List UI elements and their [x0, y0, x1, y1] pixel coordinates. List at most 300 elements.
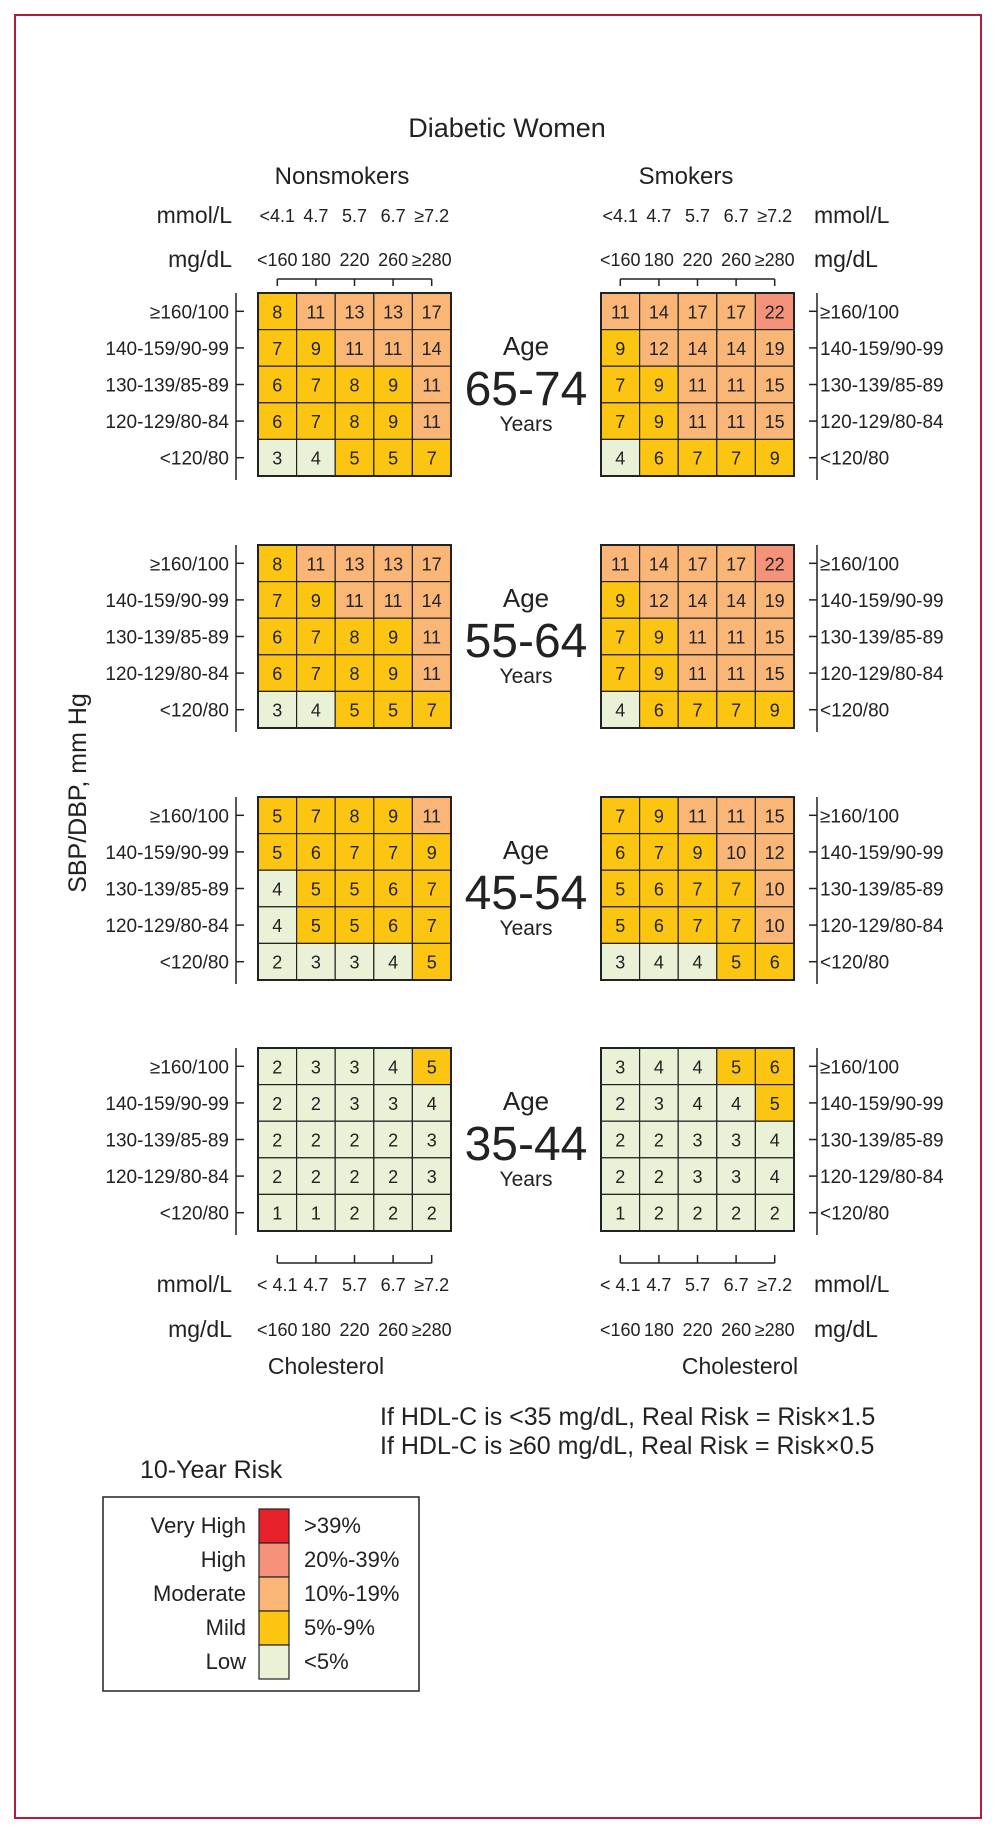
- bp-label-right: 140-159/90-99: [820, 338, 944, 360]
- bottom-mmol-tick-smokers: 5.7: [684, 1275, 711, 1295]
- bottom-mgdl-unit-right: mg/dL: [814, 1316, 878, 1342]
- risk-cell-value-smokers: 2: [653, 1167, 664, 1188]
- risk-cell-value-nonsmokers: 1: [310, 1203, 321, 1224]
- risk-cell-value-nonsmokers: 6: [388, 916, 399, 937]
- risk-cell-value-nonsmokers: 2: [272, 1093, 283, 1114]
- bottom-mmol-tick-smokers: 4.7: [646, 1275, 672, 1295]
- top-mmol-tick-nonsmokers: 4.7: [303, 206, 329, 226]
- bottom-mmol-tick-nonsmokers: 6.7: [380, 1275, 406, 1295]
- risk-cell-value-smokers: 4: [731, 1093, 742, 1114]
- risk-cell-value-smokers: 2: [769, 1203, 780, 1224]
- risk-cell-value-smokers: 17: [687, 302, 708, 323]
- risk-cell-value-smokers: 7: [615, 627, 626, 648]
- top-mgdl-tick-nonsmokers: 220: [339, 250, 370, 270]
- bp-label-right: 120-129/80-84: [820, 1167, 944, 1189]
- bp-label-right: <120/80: [820, 448, 890, 470]
- risk-cell-value-smokers: 10: [726, 842, 747, 863]
- legend-swatch: [259, 1577, 289, 1611]
- risk-cell-value-nonsmokers: 2: [388, 1167, 399, 1188]
- bp-label-right: 120-129/80-84: [820, 916, 944, 938]
- risk-cell-value-nonsmokers: 9: [426, 842, 437, 863]
- bp-label-right: ≥160/100: [820, 1057, 900, 1079]
- risk-cell-value-smokers: 9: [615, 338, 626, 359]
- risk-cell-value-nonsmokers: 3: [388, 1093, 399, 1114]
- risk-cell-value-smokers: 7: [692, 700, 703, 721]
- risk-cell-value-nonsmokers: 2: [272, 1167, 283, 1188]
- risk-cell-value-smokers: 19: [764, 590, 785, 611]
- top-mgdl-tick-nonsmokers: 260: [378, 250, 409, 270]
- risk-cell-value-smokers: 11: [610, 302, 630, 323]
- risk-cell-value-smokers: 1: [615, 1203, 626, 1224]
- risk-cell-value-smokers: 9: [615, 590, 626, 611]
- bp-label-right: 140-159/90-99: [820, 1093, 944, 1115]
- risk-cell-value-nonsmokers: 7: [426, 700, 437, 721]
- risk-cell-value-nonsmokers: 11: [422, 627, 442, 648]
- risk-cell-value-nonsmokers: 5: [272, 842, 283, 863]
- risk-cell-value-smokers: 4: [615, 448, 626, 469]
- risk-cell-value-nonsmokers: 11: [422, 664, 442, 685]
- risk-cell-value-nonsmokers: 5: [349, 700, 360, 721]
- risk-cell-value-nonsmokers: 3: [310, 1057, 321, 1078]
- top-mmol-tick-nonsmokers: <4.1: [259, 206, 296, 226]
- top-mmol-tick-smokers: 4.7: [646, 206, 672, 226]
- risk-cell-value-smokers: 15: [764, 412, 785, 433]
- legend-range-label: 5%-9%: [304, 1615, 375, 1640]
- risk-cell-value-smokers: 2: [615, 1167, 626, 1188]
- risk-cell-value-smokers: 6: [653, 700, 664, 721]
- top-mgdl-tick-nonsmokers: ≥280: [411, 250, 452, 270]
- bottom-mgdl-tick-nonsmokers: 220: [339, 1320, 370, 1340]
- risk-cell-value-nonsmokers: 13: [383, 554, 404, 575]
- legend-range-label: <5%: [304, 1649, 349, 1674]
- risk-cell-value-smokers: 9: [692, 842, 703, 863]
- age-band-45-54: [105, 797, 944, 984]
- risk-cell-value-nonsmokers: 7: [426, 916, 437, 937]
- risk-cell-value-nonsmokers: 2: [310, 1167, 321, 1188]
- risk-cell-value-smokers: 7: [692, 916, 703, 937]
- bp-label-left: 130-139/85-89: [105, 375, 229, 397]
- risk-cell-value-smokers: 15: [764, 664, 785, 685]
- risk-cell-value-smokers: 5: [731, 1057, 742, 1078]
- bp-label-left: 140-159/90-99: [105, 590, 229, 612]
- bottom-mgdl-tick-nonsmokers: 180: [300, 1320, 331, 1340]
- top-mgdl-unit-left: mg/dL: [168, 246, 232, 272]
- risk-cell-value-smokers: 12: [764, 842, 785, 863]
- risk-cell-value-nonsmokers: 7: [388, 842, 399, 863]
- risk-cell-value-nonsmokers: 5: [310, 879, 321, 900]
- risk-cell-value-smokers: 4: [692, 952, 703, 973]
- risk-cell-value-nonsmokers: 3: [426, 1167, 437, 1188]
- age-word: Age: [502, 1086, 550, 1116]
- risk-cell-value-smokers: 9: [653, 375, 664, 396]
- risk-cell-value-smokers: 4: [769, 1130, 780, 1151]
- top-mgdl-tick-smokers: 260: [721, 250, 752, 270]
- risk-cell-value-nonsmokers: 8: [349, 627, 360, 648]
- risk-cell-value-nonsmokers: 4: [272, 879, 283, 900]
- bottom-mmol-tick-nonsmokers: ≥7.2: [414, 1275, 450, 1295]
- bp-label-left: 120-129/80-84: [105, 916, 229, 938]
- risk-cell-value-smokers: 15: [764, 627, 785, 648]
- risk-cell-value-smokers: 10: [764, 916, 785, 937]
- top-mgdl-tick-nonsmokers: <160: [257, 250, 298, 270]
- risk-cell-value-nonsmokers: 6: [272, 375, 283, 396]
- bottom-mgdl-tick-smokers: 180: [643, 1320, 674, 1340]
- risk-cell-value-nonsmokers: 7: [310, 806, 321, 827]
- bp-label-right: <120/80: [820, 700, 890, 722]
- risk-cell-value-nonsmokers: 13: [383, 302, 404, 323]
- risk-cell-value-nonsmokers: 7: [426, 448, 437, 469]
- risk-cell-value-nonsmokers: 4: [426, 1093, 437, 1114]
- bp-label-left: 140-159/90-99: [105, 842, 229, 864]
- risk-cell-value-nonsmokers: 2: [388, 1203, 399, 1224]
- risk-cell-value-nonsmokers: 11: [422, 375, 442, 396]
- risk-cell-value-smokers: 7: [731, 700, 742, 721]
- bottom-mmol-tick-smokers: ≥7.2: [757, 1275, 793, 1295]
- hdl-note-low: If HDL-C is <35 mg/dL, Real Risk = Risk×1.5: [380, 1403, 876, 1431]
- risk-cell-value-nonsmokers: 7: [310, 627, 321, 648]
- risk-cell-value-smokers: 9: [653, 627, 664, 648]
- risk-cell-value-nonsmokers: 1: [272, 1203, 283, 1224]
- bp-label-left: 130-139/85-89: [105, 1130, 229, 1152]
- bp-label-left: 130-139/85-89: [105, 627, 229, 649]
- risk-cell-value-nonsmokers: 7: [310, 412, 321, 433]
- top-mmol-tick-smokers: <4.1: [602, 206, 639, 226]
- risk-cell-value-nonsmokers: 8: [349, 375, 360, 396]
- risk-cell-value-smokers: 22: [764, 554, 785, 575]
- top-mmol-tick-nonsmokers: 6.7: [380, 206, 406, 226]
- risk-cell-value-nonsmokers: 6: [272, 412, 283, 433]
- bp-label-left: ≥160/100: [149, 806, 229, 828]
- bp-label-right: <120/80: [820, 952, 890, 974]
- bottom-mmol-unit-left: mmol/L: [156, 1271, 232, 1297]
- years-word: Years: [499, 665, 553, 688]
- risk-cell-value-smokers: 4: [769, 1167, 780, 1188]
- bp-label-left: <120/80: [159, 448, 229, 470]
- bp-label-left: ≥160/100: [149, 554, 229, 576]
- bp-label-right: <120/80: [820, 1203, 890, 1225]
- risk-cell-value-smokers: 5: [731, 952, 742, 973]
- risk-cell-value-smokers: 2: [615, 1130, 626, 1151]
- bottom-mgdl-tick-smokers: ≥280: [754, 1320, 795, 1340]
- risk-cell-value-nonsmokers: 11: [422, 412, 442, 433]
- risk-cell-value-smokers: 4: [692, 1093, 703, 1114]
- legend-swatch: [259, 1509, 289, 1543]
- top-mgdl-tick-smokers: <160: [600, 250, 641, 270]
- risk-cell-value-nonsmokers: 8: [272, 302, 283, 323]
- risk-cell-value-smokers: 9: [653, 412, 664, 433]
- risk-cell-value-nonsmokers: 9: [388, 627, 399, 648]
- legend-swatch: [259, 1645, 289, 1679]
- risk-cell-value-nonsmokers: 5: [349, 448, 360, 469]
- risk-cell-value-smokers: 3: [731, 1167, 742, 1188]
- risk-cell-value-smokers: 19: [764, 338, 785, 359]
- risk-cell-value-nonsmokers: 7: [272, 338, 283, 359]
- risk-cell-value-nonsmokers: 3: [272, 700, 283, 721]
- bp-label-left: ≥160/100: [149, 302, 229, 324]
- bottom-mgdl-tick-smokers: <160: [600, 1320, 641, 1340]
- top-mmol-tick-nonsmokers: ≥7.2: [414, 206, 450, 226]
- legend-swatch: [259, 1543, 289, 1577]
- risk-cell-value-nonsmokers: 5: [426, 1057, 437, 1078]
- bp-label-right: 130-139/85-89: [820, 375, 944, 397]
- risk-cell-value-nonsmokers: 5: [426, 952, 437, 973]
- bp-label-right: 140-159/90-99: [820, 590, 944, 612]
- risk-cell-value-smokers: 7: [731, 448, 742, 469]
- risk-cell-value-smokers: 6: [615, 842, 626, 863]
- bottom-mgdl-tick-nonsmokers: 260: [378, 1320, 409, 1340]
- risk-cell-value-nonsmokers: 2: [349, 1203, 360, 1224]
- risk-cell-value-smokers: 7: [731, 916, 742, 937]
- risk-cell-value-smokers: 11: [726, 806, 746, 827]
- chart-title: Diabetic Women: [408, 113, 606, 143]
- risk-cell-value-smokers: 15: [764, 806, 785, 827]
- bp-label-left: 120-129/80-84: [105, 664, 229, 686]
- risk-cell-value-nonsmokers: 6: [310, 842, 321, 863]
- age-band-55-64: [105, 545, 944, 732]
- risk-cell-value-smokers: 5: [615, 879, 626, 900]
- age-range: 35-44: [464, 1118, 588, 1171]
- risk-cell-value-smokers: 9: [769, 700, 780, 721]
- bp-label-right: 130-139/85-89: [820, 627, 944, 649]
- bp-label-left: ≥160/100: [149, 1057, 229, 1079]
- risk-cell-value-nonsmokers: 11: [345, 590, 364, 611]
- bp-label-left: <120/80: [159, 1203, 229, 1225]
- risk-cell-value-smokers: 11: [688, 664, 707, 685]
- risk-cell-value-smokers: 11: [688, 806, 707, 827]
- bottom-mmol-tick-smokers: 6.7: [723, 1275, 749, 1295]
- age-range: 55-64: [464, 615, 588, 668]
- risk-cell-value-nonsmokers: 9: [388, 375, 399, 396]
- risk-cell-value-nonsmokers: 5: [349, 916, 360, 937]
- risk-cell-value-smokers: 2: [653, 1203, 664, 1224]
- risk-cell-value-smokers: 3: [731, 1130, 742, 1151]
- risk-cell-value-smokers: 7: [653, 842, 664, 863]
- bp-label-left: 120-129/80-84: [105, 1167, 229, 1189]
- bp-label-right: 140-159/90-99: [820, 842, 944, 864]
- age-band-65-74: [105, 293, 944, 480]
- risk-cell-value-nonsmokers: 8: [349, 412, 360, 433]
- bottom-mmol-unit-right: mmol/L: [814, 1271, 890, 1297]
- risk-cell-value-nonsmokers: 3: [426, 1130, 437, 1151]
- risk-cell-value-nonsmokers: 7: [426, 879, 437, 900]
- legend-level-label: Moderate: [153, 1581, 246, 1606]
- risk-cell-value-nonsmokers: 17: [421, 302, 442, 323]
- bottom-mgdl-tick-smokers: 220: [682, 1320, 713, 1340]
- risk-cell-value-nonsmokers: 6: [272, 627, 283, 648]
- risk-cell-value-nonsmokers: 3: [310, 952, 321, 973]
- risk-cell-value-smokers: 4: [653, 952, 664, 973]
- risk-cell-value-nonsmokers: 9: [388, 806, 399, 827]
- legend-level-label: High: [200, 1547, 246, 1572]
- risk-cell-value-smokers: 2: [731, 1203, 742, 1224]
- risk-cell-value-nonsmokers: 9: [310, 338, 321, 359]
- risk-cell-value-smokers: 3: [692, 1130, 703, 1151]
- risk-cell-value-smokers: 6: [653, 916, 664, 937]
- nonsmokers-label: Nonsmokers: [274, 163, 410, 190]
- risk-cell-value-smokers: 5: [769, 1093, 780, 1114]
- risk-cell-value-smokers: 4: [692, 1057, 703, 1078]
- top-mgdl-unit-right: mg/dL: [814, 246, 878, 272]
- risk-cell-value-nonsmokers: 2: [310, 1130, 321, 1151]
- risk-cell-value-smokers: 6: [653, 879, 664, 900]
- risk-cell-value-nonsmokers: 4: [310, 700, 321, 721]
- risk-cell-value-nonsmokers: 9: [388, 412, 399, 433]
- risk-cell-value-nonsmokers: 6: [388, 879, 399, 900]
- bp-label-right: ≥160/100: [820, 554, 900, 576]
- legend-swatch: [259, 1611, 289, 1645]
- risk-cell-value-nonsmokers: 9: [388, 664, 399, 685]
- risk-cell-value-smokers: 5: [615, 916, 626, 937]
- risk-cell-value-nonsmokers: 2: [272, 1057, 283, 1078]
- top-mmol-tick-smokers: 6.7: [723, 206, 749, 226]
- risk-cell-value-smokers: 11: [610, 554, 630, 575]
- risk-cell-value-smokers: 10: [764, 879, 785, 900]
- top-mgdl-tick-smokers: ≥280: [754, 250, 795, 270]
- risk-cell-value-smokers: 14: [726, 590, 747, 611]
- risk-cell-value-smokers: 12: [648, 590, 669, 611]
- risk-cell-value-nonsmokers: 4: [310, 448, 321, 469]
- risk-cell-value-smokers: 4: [615, 700, 626, 721]
- risk-cell-value-smokers: 11: [688, 375, 707, 396]
- risk-cell-value-nonsmokers: 3: [349, 952, 360, 973]
- top-mgdl-tick-smokers: 180: [643, 250, 674, 270]
- risk-cell-value-nonsmokers: 9: [310, 590, 321, 611]
- risk-cell-value-smokers: 11: [688, 627, 707, 648]
- risk-cell-value-smokers: 14: [687, 338, 708, 359]
- bp-label-left: 140-159/90-99: [105, 1093, 229, 1115]
- risk-cell-value-nonsmokers: 7: [310, 375, 321, 396]
- risk-cell-value-nonsmokers: 3: [272, 448, 283, 469]
- risk-cell-value-smokers: 9: [769, 448, 780, 469]
- risk-cell-value-smokers: 7: [615, 375, 626, 396]
- x-axis-label-right: Cholesterol: [681, 1353, 799, 1379]
- risk-cell-value-smokers: 7: [692, 448, 703, 469]
- bp-label-left: 120-129/80-84: [105, 412, 229, 434]
- bp-label-right: 120-129/80-84: [820, 412, 944, 434]
- age-range: 65-74: [464, 363, 588, 416]
- risk-cell-value-nonsmokers: 7: [310, 664, 321, 685]
- bottom-mmol-tick-smokers: < 4.1: [600, 1275, 641, 1295]
- legend-range-label: >39%: [304, 1513, 361, 1538]
- risk-cell-value-smokers: 3: [615, 952, 626, 973]
- top-mmol-unit-left: mmol/L: [156, 202, 232, 228]
- risk-cell-value-nonsmokers: 3: [349, 1093, 360, 1114]
- bp-label-right: 130-139/85-89: [820, 879, 944, 901]
- risk-cell-value-nonsmokers: 5: [272, 806, 283, 827]
- risk-cell-value-smokers: 4: [653, 1057, 664, 1078]
- bottom-mgdl-unit-left: mg/dL: [168, 1316, 232, 1342]
- risk-cell-value-smokers: 17: [687, 554, 708, 575]
- risk-cell-value-nonsmokers: 2: [349, 1130, 360, 1151]
- top-mmol-unit-right: mmol/L: [814, 202, 890, 228]
- risk-cell-value-smokers: 9: [653, 664, 664, 685]
- bp-label-right: 120-129/80-84: [820, 664, 944, 686]
- risk-cell-value-smokers: 3: [692, 1167, 703, 1188]
- risk-cell-value-smokers: 9: [653, 806, 664, 827]
- age-word: Age: [502, 835, 550, 865]
- risk-cell-value-nonsmokers: 11: [383, 590, 403, 611]
- risk-cell-value-smokers: 6: [653, 448, 664, 469]
- top-mmol-tick-nonsmokers: 5.7: [341, 206, 368, 226]
- risk-cell-value-nonsmokers: 11: [306, 554, 326, 575]
- top-mgdl-tick-nonsmokers: 180: [300, 250, 331, 270]
- years-word: Years: [499, 917, 553, 940]
- risk-cell-value-nonsmokers: 5: [388, 448, 399, 469]
- risk-cell-value-nonsmokers: 17: [421, 554, 442, 575]
- risk-cell-value-nonsmokers: 2: [349, 1167, 360, 1188]
- bottom-mmol-tick-nonsmokers: 4.7: [303, 1275, 329, 1295]
- risk-cell-value-smokers: 11: [726, 375, 746, 396]
- risk-cell-value-smokers: 6: [769, 952, 780, 973]
- risk-cell-value-nonsmokers: 5: [388, 700, 399, 721]
- risk-cell-value-nonsmokers: 11: [345, 338, 364, 359]
- legend-level-label: Mild: [205, 1615, 246, 1640]
- risk-cell-value-nonsmokers: 6: [272, 664, 283, 685]
- bottom-mmol-tick-nonsmokers: 5.7: [341, 1275, 368, 1295]
- risk-cell-value-nonsmokers: 5: [310, 916, 321, 937]
- bp-label-left: 140-159/90-99: [105, 338, 229, 360]
- risk-cell-value-nonsmokers: 2: [272, 952, 283, 973]
- top-mmol-tick-smokers: ≥7.2: [757, 206, 793, 226]
- risk-cell-value-smokers: 2: [653, 1130, 664, 1151]
- risk-cell-value-smokers: 15: [764, 375, 785, 396]
- risk-cell-value-nonsmokers: 14: [421, 590, 442, 611]
- years-word: Years: [499, 1168, 553, 1191]
- bottom-mgdl-tick-smokers: 260: [721, 1320, 752, 1340]
- risk-cell-value-nonsmokers: 13: [344, 302, 365, 323]
- risk-cell-value-nonsmokers: 2: [388, 1130, 399, 1151]
- risk-cell-value-smokers: 14: [726, 338, 747, 359]
- smokers-label: Smokers: [638, 163, 734, 190]
- risk-cell-value-nonsmokers: 11: [383, 338, 403, 359]
- bp-label-left: <120/80: [159, 700, 229, 722]
- risk-cell-value-nonsmokers: 2: [426, 1203, 437, 1224]
- risk-cell-value-smokers: 3: [653, 1093, 664, 1114]
- risk-cell-value-smokers: 7: [615, 412, 626, 433]
- bottom-mgdl-tick-nonsmokers: ≥280: [411, 1320, 452, 1340]
- bp-label-right: 130-139/85-89: [820, 1130, 944, 1152]
- risk-cell-value-nonsmokers: 13: [344, 554, 365, 575]
- bottom-mgdl-tick-nonsmokers: <160: [257, 1320, 298, 1340]
- risk-cell-value-smokers: 6: [769, 1057, 780, 1078]
- risk-cell-value-smokers: 22: [764, 302, 785, 323]
- risk-cell-value-smokers: 7: [615, 664, 626, 685]
- top-mmol-tick-smokers: 5.7: [684, 206, 711, 226]
- risk-cell-value-nonsmokers: 14: [421, 338, 442, 359]
- legend-range-label: 20%-39%: [304, 1547, 400, 1572]
- risk-cell-value-nonsmokers: 11: [422, 806, 442, 827]
- risk-cell-value-smokers: 12: [648, 338, 669, 359]
- risk-cell-value-nonsmokers: 2: [272, 1130, 283, 1151]
- years-word: Years: [499, 413, 553, 436]
- legend-level-label: Very High: [150, 1513, 246, 1538]
- top-mgdl-tick-smokers: 220: [682, 250, 713, 270]
- risk-cell-value-nonsmokers: 7: [349, 842, 360, 863]
- risk-cell-value-smokers: 11: [726, 627, 746, 648]
- risk-cell-value-nonsmokers: 7: [272, 590, 283, 611]
- risk-cell-value-smokers: 7: [731, 879, 742, 900]
- risk-cell-value-smokers: 3: [615, 1057, 626, 1078]
- risk-cell-value-smokers: 11: [688, 412, 707, 433]
- age-range: 45-54: [464, 867, 588, 920]
- age-word: Age: [502, 331, 550, 361]
- risk-cell-value-nonsmokers: 4: [272, 916, 283, 937]
- bp-label-left: <120/80: [159, 952, 229, 974]
- age-band-35-44: [105, 1048, 944, 1235]
- risk-cell-value-smokers: 17: [726, 302, 747, 323]
- risk-cell-value-smokers: 2: [615, 1093, 626, 1114]
- risk-cell-value-smokers: 11: [726, 664, 746, 685]
